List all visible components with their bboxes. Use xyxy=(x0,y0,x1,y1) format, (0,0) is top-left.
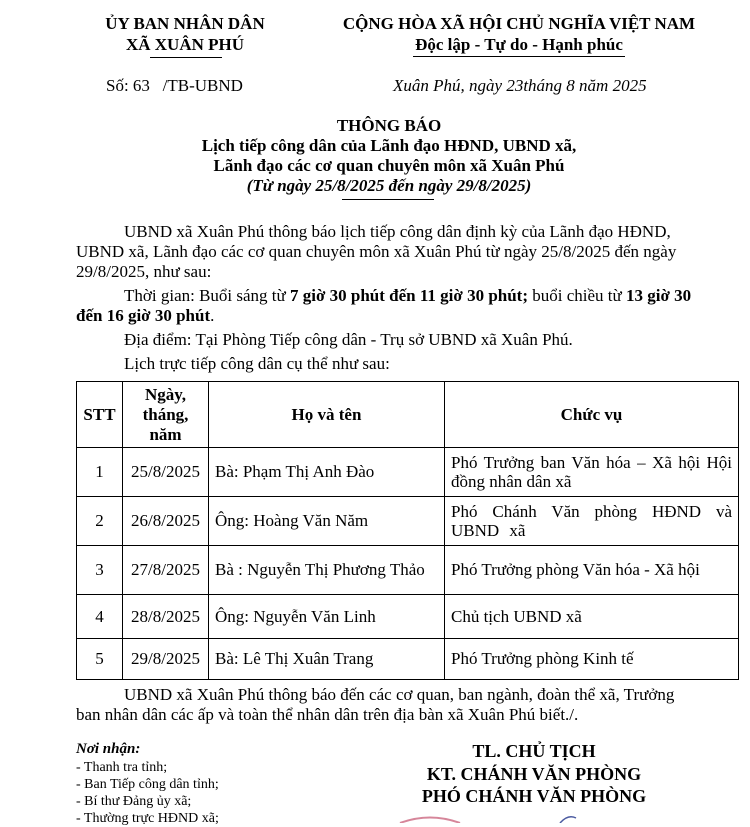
doc-date-range: (Từ ngày 25/8/2025 đến ngày 29/8/2025) xyxy=(246,176,532,195)
table-row xyxy=(77,595,739,639)
cell-date: 26/8/2025 xyxy=(123,497,209,546)
cell-position: Chủ tịch UBND xã xyxy=(445,595,739,639)
cell-position: Phó Chánh Văn phòng HĐND và UBND xã xyxy=(445,497,739,546)
location: Địa điểm: Tại Phòng Tiếp công dân - Trụ sở UBND xã Xuân Phú. xyxy=(124,330,573,349)
place-date: Xuân Phú, ngày 23tháng 8 năm 2025 xyxy=(393,76,647,95)
signature-title3: PHÓ CHÁNH VĂN PHÒNG xyxy=(421,786,647,806)
header-position: Chức vụ xyxy=(445,382,739,448)
cell-stt: 3 xyxy=(77,546,123,595)
signature-title2: KT. CHÁNH VĂN PHÒNG xyxy=(426,764,642,784)
intro-line3: 29/8/2025, như sau: xyxy=(76,262,212,281)
closing-line2: ban nhân dân các ấp và toàn thể nhân dân trên địa bàn xã Xuân Phú biết./. xyxy=(76,705,579,724)
doc-subject-line2: Lãnh đạo các cơ quan chuyên môn xã Xuân Phú xyxy=(213,156,565,175)
intro-line1: UBND xã Xuân Phú thông báo lịch tiếp công dân định kỳ của Lãnh đạo HĐND, xyxy=(124,222,671,241)
schedule-table xyxy=(76,381,739,680)
national-title: CỘNG HÒA XÃ HỘI CHỦ NGHĨA VIỆT NAM xyxy=(342,14,696,33)
afternoon-start: 13 giờ 30 xyxy=(625,286,692,305)
recipient-item: - Thanh tra tỉnh; xyxy=(76,760,168,775)
time-line2 xyxy=(76,306,214,326)
recipient-item: - Bí thư Đảng ủy xã; xyxy=(76,794,192,809)
signature-title1: TL. CHỦ TỊCH xyxy=(472,741,596,761)
cell-stt: 5 xyxy=(77,639,123,680)
table-row xyxy=(77,546,739,595)
cell-stt: 2 xyxy=(77,497,123,546)
time-line1 xyxy=(124,286,691,306)
closing-line1: UBND xã Xuân Phú thông báo đến các cơ quan, ban ngành, đoàn thể xã, Trưởng xyxy=(124,685,675,704)
commune-name: XÃ XUÂN PHÚ xyxy=(125,35,245,54)
morning-hours: 7 giờ 30 phút đến 11 giờ 30 phút; xyxy=(290,286,528,305)
time-label: Thời gian: Buổi sáng từ xyxy=(124,286,290,305)
afternoon-label: buổi chiều từ xyxy=(528,286,626,305)
document-number: Số: 63 /TB-UBND xyxy=(106,76,243,95)
cell-date: 27/8/2025 xyxy=(123,546,209,595)
stamp-edge-graphic xyxy=(390,810,590,823)
header-date-line2: tháng, xyxy=(142,404,189,424)
schedule-intro: Lịch trực tiếp công dân cụ thể như sau: xyxy=(124,354,390,373)
header-date-line3: năm xyxy=(149,424,182,444)
recipients-label: Nơi nhận: xyxy=(76,741,141,757)
motto-underline xyxy=(413,56,625,57)
intro-line2: UBND xã, Lãnh đạo các cơ quan chuyên môn xã Xuân Phú từ ngày 25/8/2025 đến ngày xyxy=(76,242,677,261)
header-name: Họ và tên xyxy=(209,382,445,448)
cell-date: 25/8/2025 xyxy=(123,448,209,497)
agency-name: ỦY BAN NHÂN DÂN xyxy=(105,14,265,33)
table-header-row xyxy=(77,382,739,448)
doc-type-title: THÔNG BÁO xyxy=(336,116,442,135)
cell-stt: 4 xyxy=(77,595,123,639)
table-row xyxy=(77,639,739,680)
time-period: . xyxy=(210,306,215,325)
cell-position: Phó Trưởng phòng Văn hóa - Xã hội xyxy=(445,546,739,595)
cell-name: Bà: Phạm Thị Anh Đào xyxy=(209,448,445,497)
left-header-rule xyxy=(150,57,222,58)
cell-name: Bà: Lê Thị Xuân Trang xyxy=(209,639,445,680)
header-stt: STT xyxy=(77,382,123,448)
cell-date: 29/8/2025 xyxy=(123,639,209,680)
recipient-item: - Thường trực HĐND xã; xyxy=(76,811,219,826)
cell-position: Phó Trưởng ban Văn hóa – Xã hội Hội đồng nhân dân xã xyxy=(445,448,739,497)
cell-name: Ông: Hoàng Văn Năm xyxy=(209,497,445,546)
table-row xyxy=(77,448,739,497)
title-rule xyxy=(342,199,434,200)
cell-date: 28/8/2025 xyxy=(123,595,209,639)
cell-name: Ông: Nguyễn Văn Linh xyxy=(209,595,445,639)
recipient-item: - Ban Tiếp công dân tỉnh; xyxy=(76,777,219,792)
table-row xyxy=(77,497,739,546)
cell-name: Bà : Nguyễn Thị Phương Thảo xyxy=(209,546,445,595)
cell-stt: 1 xyxy=(77,448,123,497)
doc-subject-line1: Lịch tiếp công dân của Lãnh đạo HĐND, UBND xã, xyxy=(201,136,577,155)
signature-stroke-icon xyxy=(560,817,576,823)
stamp-arc-icon xyxy=(400,818,460,824)
header-date-line1: Ngày, xyxy=(144,384,187,404)
cell-position: Phó Trưởng phòng Kinh tế xyxy=(445,639,739,680)
national-motto: Độc lập - Tự do - Hạnh phúc xyxy=(415,35,623,54)
afternoon-end: đến 16 giờ 30 phút xyxy=(76,306,211,325)
header-date xyxy=(123,382,209,448)
